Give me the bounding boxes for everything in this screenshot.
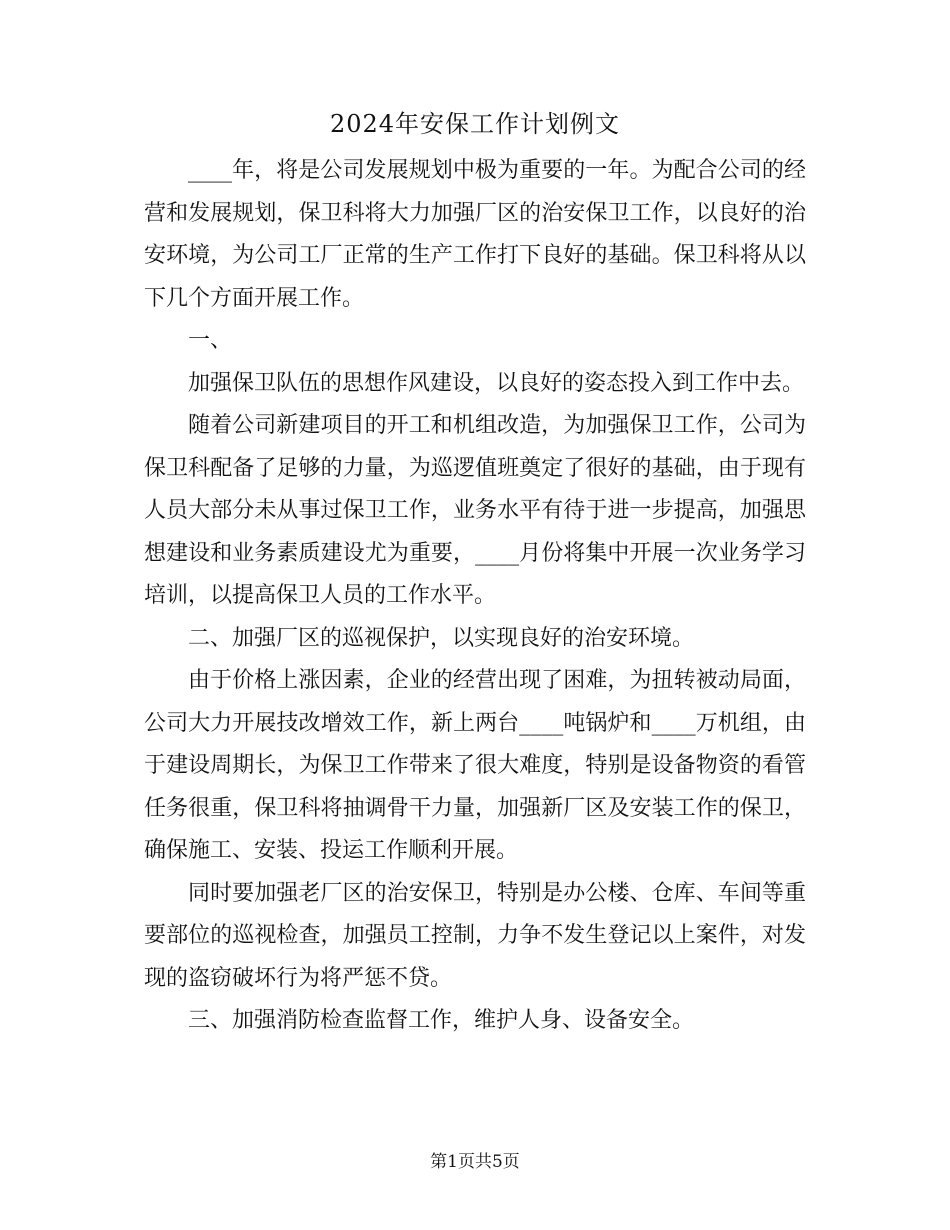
paragraph-section-2-body: 由于价格上涨因素，企业的经营出现了困难，为扭转被动局面，公司大力开展技改增效工作，新上两台____吨锅炉和____万机组，由于建设周期长，为保卫工作带来了很大难度，特别是设备物资的看管任务很重，保卫科将抽调骨干力量，加强新厂区及安装工作的保卫，确保施工、安装、投运工作顺利开展。 — [144, 668, 806, 863]
paragraph-section-1-number: 一、 — [188, 328, 233, 353]
document-body — [144, 150, 806, 1043]
paragraph-section-2-body-continued: 同时要加强老厂区的治安保卫，特别是办公楼、仓库、车间等重要部位的巡视检查，加强员工控制，力争不发生登记以上案件，对发现的盗窃破坏行为将严惩不贷。 — [144, 880, 806, 991]
document-title: 2024年安保工作计划例文 — [329, 110, 621, 138]
paragraph-intro: ____年，将是公司发展规划中极为重要的一年。为配合公司的经营和发展规划，保卫科将大力加强厂区的治安保卫工作，以良好的治安环境，为公司工厂正常的生产工作打下良好的基础。保卫科将从以下几个方面开展工作。 — [144, 158, 806, 311]
page-number: 第1页共5页 — [430, 1152, 520, 1172]
paragraph-section-1-body: 随着公司新建项目的开工和机组改造，为加强保卫工作，公司为保卫科配备了足够的力量，为巡逻值班奠定了很好的基础，由于现有人员大部分未从事过保卫工作，业务水平有待于进一步提高，加强思想建设和业务素质建设尤为重要，____月份将集中开展一次业务学习培训，以提高保卫人员的工作水平。 — [144, 413, 806, 608]
paragraph-section-3-heading: 三、加强消防检查监督工作，维护人身、设备安全。 — [188, 1008, 695, 1033]
paragraph-section-2-heading: 二、加强厂区的巡视保护，以实现良好的治安环境。 — [188, 625, 695, 651]
paragraph-section-1-heading: 加强保卫队伍的思想作风建设，以良好的姿态投入到工作中去。 — [188, 370, 805, 396]
